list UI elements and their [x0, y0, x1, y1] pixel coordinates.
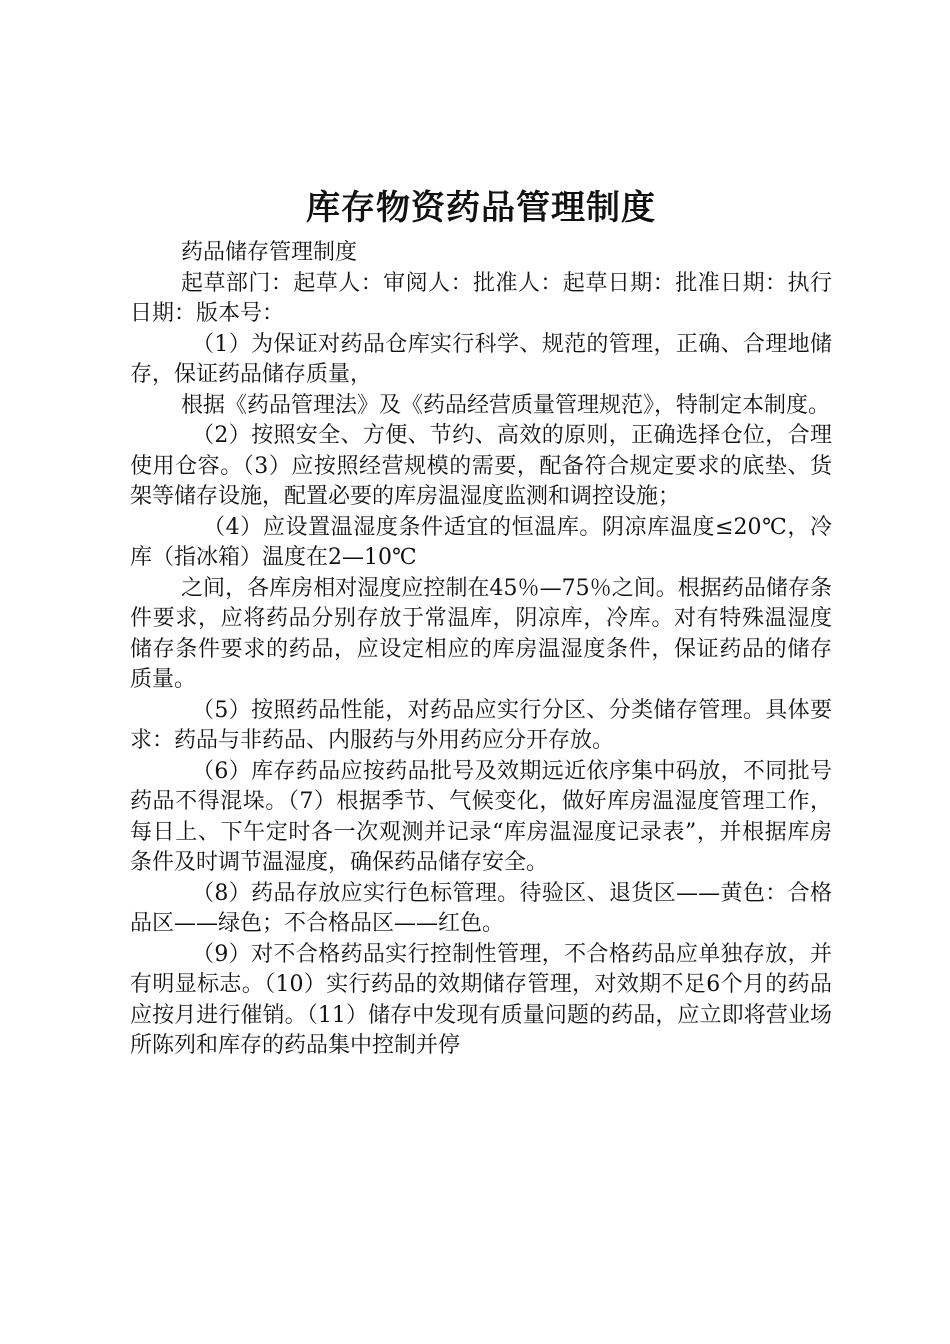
paragraph-item-9-11: （9）对不合格药品实行控制性管理，不合格药品应单独存放，并有明显标志。（10）实行药品的效期储存管理，对效期不足6个月的药品应按月进行催销。（11）储存中发现有质量问题的药品，应立即将营业场所陈列和库存的药品集中控制并停	[130, 941, 832, 1058]
paragraph-item-8: （8）药品存放应实行色标管理。待验区、退货区——黄色：合格品区——绿色；不合格品区——红色。	[130, 880, 832, 936]
paragraph-item-1: （1）为保证对药品仓库实行科学、规范的管理，正确、合理地储存，保证药品储存质量，	[130, 331, 832, 387]
paragraph-item-5: （5）按照药品性能，对药品应实行分区、分类储存管理。具体要求：药品与非药品、内服药与外用药应分开存放。	[130, 697, 832, 753]
document-page	[130, 180, 832, 1062]
document-title: 库存物资药品管理制度	[306, 188, 656, 228]
paragraph-item-2-3: （2）按照安全、方便、节约、高效的原则，正确选择仓位，合理使用仓容。（3）应按照经营规模的需要，配备符合规定要求的底垫、货架等储存设施，配置必要的库房温湿度监测和调控设施；	[130, 423, 832, 509]
paragraph-subtitle: 药品储存管理制度	[181, 240, 358, 265]
paragraph-item-4: （4）应设置温湿度条件适宜的恒温库。阴凉库温度≤20℃，冷库（指冰箱）温度在2—10℃	[130, 514, 832, 570]
paragraph-item-6-7: （6）库存药品应按药品批号及效期远近依序集中码放，不同批号药品不得混垛。（7）根据季节、气候变化，做好库房温湿度管理工作，每日上、下午定时各一次观测并记录“库房温湿度记录表”，并根据库房条件及时调节温湿度，确保药品储存安全。	[130, 758, 832, 875]
paragraph-drafting-info: 起草部门：起草人：审阅人：批准人：起草日期：批准日期：执行日期：版本号：	[130, 270, 832, 326]
paragraph-basis: 根据《药品管理法》及《药品经营质量管理规范》，特制定本制度。	[181, 392, 831, 418]
paragraph-humidity: 之间，各库房相对湿度应控制在45％—75％之间。根据药品储存条件要求，应将药品分别存放于常温库，阴凉库，冷库。对有特殊温湿度储存条件要求的药品，应设定相应的库房温湿度条件，保证药品的储存质量。	[130, 575, 832, 692]
